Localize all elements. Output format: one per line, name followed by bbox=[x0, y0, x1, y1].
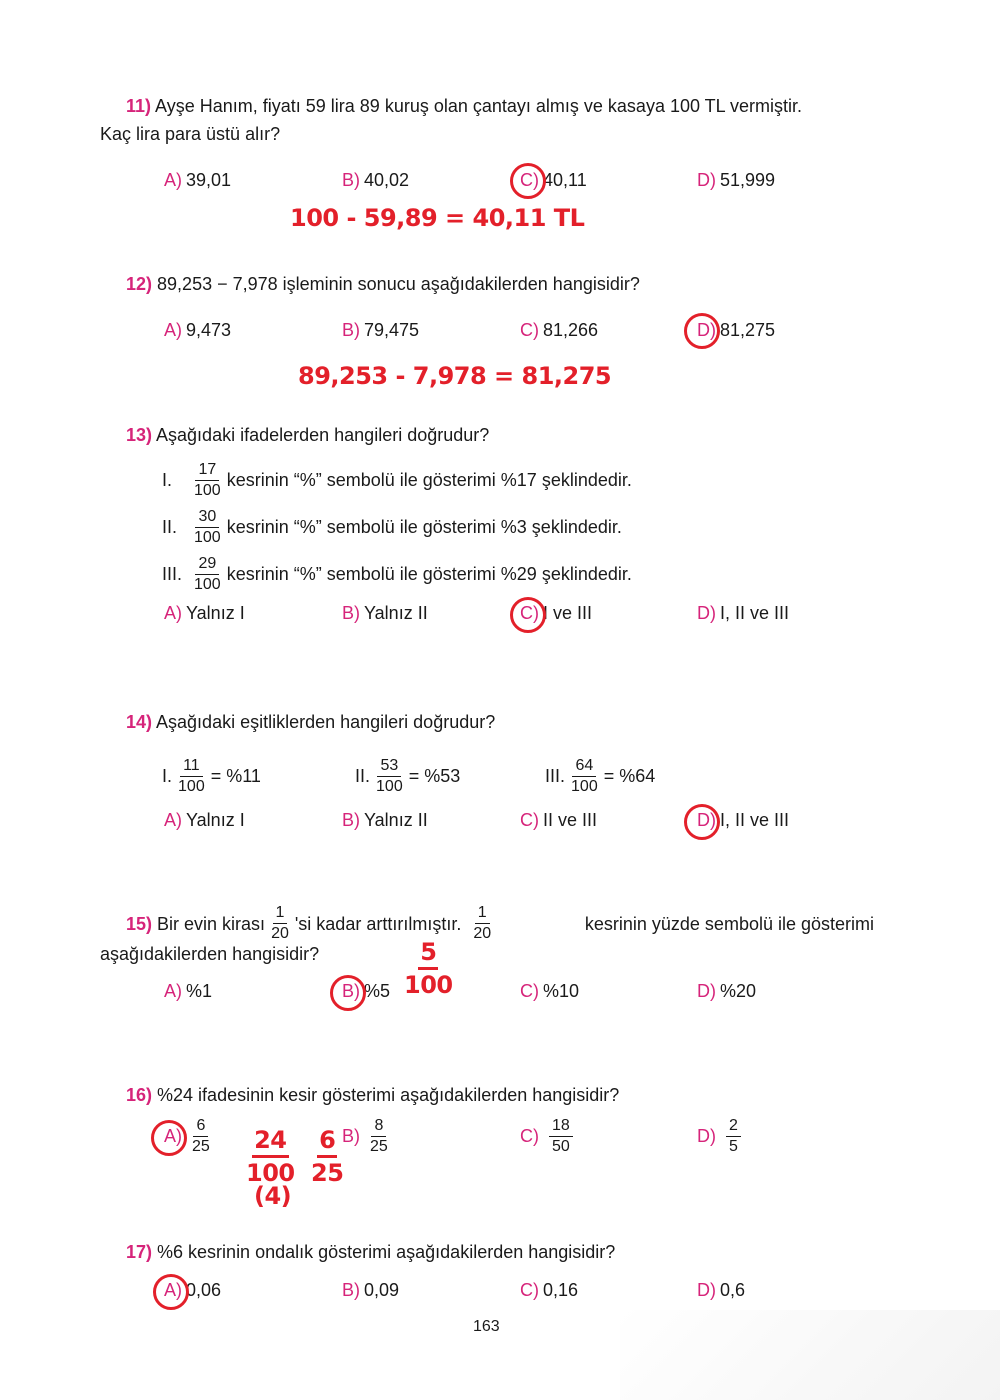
q14-line bbox=[126, 708, 495, 736]
q11-option-a[interactable]: A) 39,01 bbox=[164, 170, 232, 190]
q16-handwritten-fraction-2: $\frac{6}{25}$ bbox=[311, 1126, 344, 1187]
q17-option-d[interactable]: D) 0,6 bbox=[697, 1280, 746, 1300]
q14-number: 14) bbox=[126, 712, 153, 732]
q13-option-c[interactable]: C) I ve III bbox=[520, 603, 593, 623]
q17-option-c[interactable]: C) 0,16 bbox=[520, 1280, 579, 1300]
q14-equality-3-fraction: $\frac{64}{100}$ bbox=[571, 757, 598, 795]
q15-text-c: kesrinin yüzde sembolü ile gösterimi bbox=[584, 913, 874, 934]
q12-option-b[interactable]: B) 79,475 bbox=[342, 320, 420, 340]
q14-text: Aşağıdaki eşitliklerden hangileri doğrudur? bbox=[156, 712, 496, 732]
q17-option-b[interactable]: B) 0,09 bbox=[342, 1280, 400, 1300]
q15-option-c[interactable]: C) %10 bbox=[520, 981, 580, 1001]
q16-handwritten-fraction-1: $\frac{24}{100}$ bbox=[246, 1126, 295, 1187]
q13-number: 13) bbox=[126, 425, 153, 445]
q13-statement-2: II. $\frac{30}{100}$ kesrinin “%” sembolü ile gösterimi %3 şeklindedir. bbox=[162, 508, 622, 546]
q11-handwritten-work: 100 - 59,89 = 40,11 TL bbox=[290, 204, 585, 232]
q15-option-a[interactable]: A) %1 bbox=[164, 981, 213, 1001]
q13-line bbox=[126, 421, 489, 449]
q12-line bbox=[126, 270, 640, 298]
q13-option-a[interactable]: A) Yalnız I bbox=[164, 603, 245, 623]
q12-number: 12) bbox=[126, 274, 153, 294]
q14-equality-2: II. $\frac{53}{100}$ = %53 bbox=[355, 757, 461, 795]
q11-text-line2: Kaç lira para üstü alır? bbox=[100, 124, 281, 144]
q15-line1 bbox=[126, 905, 874, 942]
q17-number: 17) bbox=[126, 1242, 153, 1262]
q15-text-a: Bir evin kirası bbox=[157, 913, 266, 934]
q13-statement-3-fraction: $\frac{29}{100}$ bbox=[194, 555, 221, 593]
q15-handwritten-work: $\frac{5}{100}$ bbox=[404, 938, 453, 999]
q13-text: Aşağıdaki ifadelerden hangileri doğrudur? bbox=[156, 425, 490, 445]
q11-option-d[interactable]: D) 51,999 bbox=[697, 170, 776, 190]
q14-option-b[interactable]: B) Yalnız II bbox=[342, 810, 428, 830]
q12-option-d[interactable]: D) 81,275 bbox=[697, 320, 776, 340]
q17-text: %6 kesrinin ondalık gösterimi aşağıdakilerden hangisidir? bbox=[157, 1242, 616, 1262]
q15-number: 15) bbox=[126, 913, 153, 934]
q17-option-a[interactable]: A) 0,06 bbox=[164, 1280, 222, 1300]
q14-equality-1: I. $\frac{11}{100}$ = %11 bbox=[162, 757, 261, 795]
q14-equality-2-fraction: $\frac{53}{100}$ bbox=[376, 757, 403, 795]
q11-number: 11) bbox=[126, 96, 152, 116]
q15-text-b: 'si kadar arttırılmıştır. bbox=[294, 913, 462, 934]
q13-statement-1-fraction: $\frac{17}{100}$ bbox=[194, 461, 221, 499]
q11-option-b[interactable]: B) 40,02 bbox=[342, 170, 410, 190]
q11-option-c[interactable]: C) 40,11 bbox=[520, 170, 587, 190]
page-shadow bbox=[620, 1310, 1000, 1400]
q16-text: %24 ifadesinin kesir gösterimi aşağıdakilerden hangisidir? bbox=[157, 1085, 620, 1105]
q15-option-d[interactable]: D) %20 bbox=[697, 981, 757, 1001]
q16-option-d[interactable]: D) $\frac{2}{5}$ bbox=[697, 1118, 747, 1155]
q13-statement-2-fraction: $\frac{30}{100}$ bbox=[194, 508, 221, 546]
q16-option-a[interactable]: A) $\frac{6}{25}$ bbox=[164, 1117, 210, 1155]
page-number: 163 bbox=[473, 1318, 500, 1335]
q14-option-a[interactable]: A) Yalnız I bbox=[164, 810, 245, 830]
q16-option-b[interactable]: B) $\frac{8}{25}$ bbox=[342, 1117, 388, 1155]
q12-text: 89,253 − 7,978 işleminin sonucu aşağıdakilerden hangisidir? bbox=[157, 274, 640, 294]
q12-handwritten-work: 89,253 - 7,978 = 81,275 bbox=[298, 362, 612, 390]
q14-option-d[interactable]: D) I, II ve III bbox=[697, 810, 790, 830]
q13-option-b[interactable]: B) Yalnız II bbox=[342, 603, 428, 623]
q13-statement-3: III. $\frac{29}{100}$ kesrinin “%” sembolü ile gösterimi %29 şeklindedir. bbox=[162, 555, 632, 593]
q12-option-c[interactable]: C) 81,266 bbox=[520, 320, 599, 340]
q13-statement-1: I. $\frac{17}{100}$ kesrinin “%” sembolü ile gösterimi %17 şeklindedir. bbox=[162, 461, 632, 499]
q16-option-c[interactable]: C) $\frac{18}{50}$ bbox=[520, 1118, 579, 1155]
q14-equality-1-fraction: $\frac{11}{100}$ bbox=[178, 757, 205, 795]
q16-line bbox=[126, 1081, 619, 1109]
q15-text-line2: aşağıdakilerden hangisidir? bbox=[100, 944, 320, 964]
q14-option-c[interactable]: C) II ve III bbox=[520, 810, 598, 830]
q12-option-a[interactable]: A) 9,473 bbox=[164, 320, 232, 340]
q16-number: 16) bbox=[126, 1085, 153, 1105]
q11-text-line1: Ayşe Hanım, fiyatı 59 lira 89 kuruş olan çantayı almış ve kasaya 100 TL vermiştir. bbox=[155, 96, 803, 116]
q17-line bbox=[126, 1238, 615, 1266]
q16-handwritten-simplify: (4) bbox=[254, 1182, 292, 1210]
q15-option-b[interactable]: B) %5 bbox=[342, 981, 391, 1001]
q14-equality-3: III. $\frac{64}{100}$ = %64 bbox=[545, 757, 656, 795]
q13-option-d[interactable]: D) I, II ve III bbox=[697, 603, 790, 623]
q11-line1 bbox=[126, 92, 802, 120]
q15-fraction-1: $\frac{1}{20}$ bbox=[271, 904, 289, 942]
q15-fraction-2: $\frac{1}{20}$ bbox=[473, 904, 492, 942]
